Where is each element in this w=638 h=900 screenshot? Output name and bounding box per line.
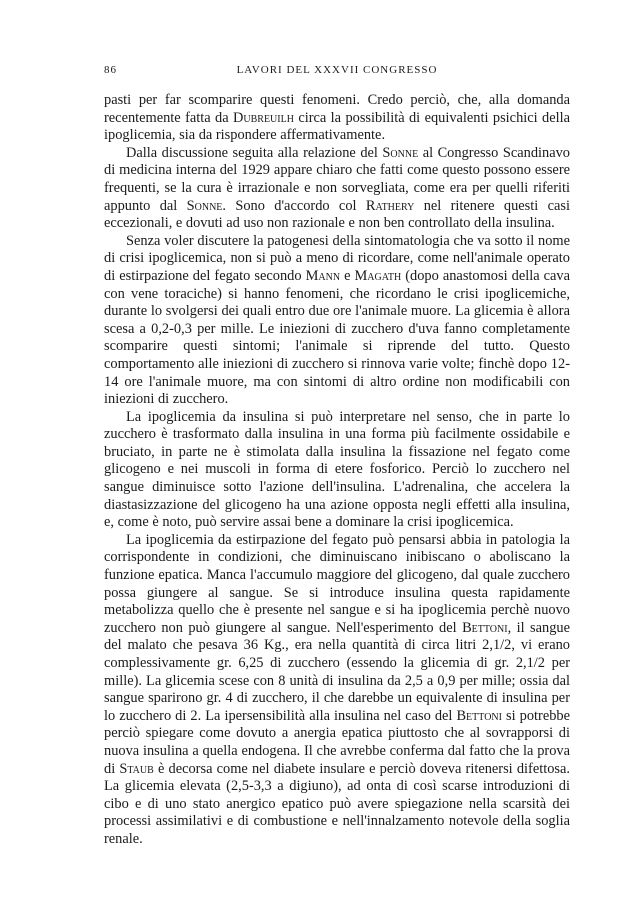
text-run: . Sono d'accordo col	[222, 197, 366, 214]
text-run: La ipoglicemia da estirpazione del fegato può pensarsi abbia in patologia la corrispondente in condizioni, che diminuiscano inibiscano o aboliscano la funzione epatica. Manca l'accumulo maggiore del glicogeno, dal quale zucchero possa giungere al sangue. Se si introduce insulina questa rapidamente metabolizza quello che è presente nel sangue e si ha ipoglicemia perchè nuovo zucchero non può giungere al sangue. Nell'esperimento del	[104, 531, 570, 636]
author-name: Magath	[354, 267, 402, 284]
paragraph	[104, 92, 570, 145]
text-run: Dalla discussione seguita alla relazione del	[126, 144, 383, 161]
paragraph	[104, 409, 570, 532]
text-run: nel ritenere questi casi eccezionali, e dovuti ad uso non razionale e non ben controllato della insulina.	[104, 197, 570, 232]
text-run: si potrebbe perciò spiegare come dovuto a anergia epatica piuttosto che al sovrapporsi di nuova insulina a quella endogena. Il che avrebbe conferma dal fatto che la prova di	[104, 707, 570, 777]
text-run: e	[340, 267, 355, 284]
text-run: Senza voler discutere la patogenesi della sintomatologia che va sotto il nome di crisi ipoglicemica, non si può a meno di ricordare, come nell'animale operato di estirpazione del fegato secondo	[104, 232, 570, 284]
text-run: pasti per far scomparire questi fenomeni. Credo perciò, che, alla domanda recentemente fatta da	[104, 92, 570, 126]
text-run: circa la possibilità di equivalenti psichici della ipoglicemia, sia da rispondere affermativamente.	[104, 109, 570, 144]
page-number: 86	[104, 64, 117, 76]
text-run: , il sangue del malato che pesava 36 Kg., era nella quantità di circa litri 2,1/2, vi erano complessivamente gr. 6,25 di zucchero (essendo la glicemia di gr. 2,1/2 per mille). La glicemia scese con 8 unità di insulina da 2,5 a 0,9 per mille; ossia dal sangue sparirono gr. 4 di zucchero, il che darebbe un equivalente di insulina per lo zucchero di 2. La ipersensibilità alla insulina nel caso del	[104, 619, 570, 724]
paragraph	[104, 532, 570, 849]
author-name: Staub	[119, 760, 154, 777]
paragraph	[104, 233, 570, 409]
author-name: Sonne	[186, 197, 223, 214]
running-title: LAVORI DEL XXXVII CONGRESSO	[236, 64, 438, 76]
author-name: Mann	[305, 267, 341, 284]
text-run: è decorsa come nel diabete insulare e perciò doveva ritenersi difettosa. La glicemia elevata (2,5-3,3 a digiuno), ad onta di così scarse introduzioni di cibo e di uno stato anergico epatico può avere spiegazione nella scarsità dei processi assimilativi e di combustione e nell'innalzamento notevole della soglia renale.	[104, 760, 570, 847]
author-name: Sonne	[382, 144, 419, 161]
author-name: Dubreuilh	[233, 109, 294, 126]
text-run: al Congresso Scandinavo di medicina interna del 1929 appare chiaro che fatti come questo possono essere frequenti, se la cura è irrazionale e non sorvegliata, come era per quelli riferiti appunto dal	[104, 144, 570, 214]
author-name: Rathery	[365, 197, 415, 214]
text-run: La ipoglicemia da insulina si può interpretare nel senso, che in parte lo zucchero è trasformato dalla insulina in una forma più facilmente ossidabile e bruciato, in parte ne è stimolata dalla insulina la fissazione nel fegato come glicogeno e nei muscoli in forma di etere fosforico. Perciò lo zucchero nel sangue diminuisce sotto l'azione dell'insulina. L'adrenalina, che accelera la diastasizzazione del glicogeno ha una azione opposta negli effetti alla insulina, e, come è noto, può servire assai bene a dominare la crisi ipoglicemica.	[104, 408, 570, 531]
body-text	[104, 92, 570, 849]
page-header	[104, 64, 570, 82]
author-name: Bettoni	[462, 619, 508, 636]
author-name: Bettoni	[456, 707, 502, 724]
paragraph	[104, 145, 570, 233]
text-run: (dopo anastomosi della cava con vene toraciche) si hanno fenomeni, che ricordano le crisi ipoglicemiche, durante lo svolgersi dei quali entro due ore l'animale muore. La glicemia è allora scesa a 0,2-0,3 per mille. Le iniezioni di zucchero d'uva fanno completamente scomparire questi sintomi; l'animale si riprende del tutto. Questo comportamento alle iniezioni di zucchero si rinnova varie volte; finchè dopo 12-14 ore l'animale muore, ma con sintomi di altro ordine non modificabili con iniezioni di zucchero.	[104, 267, 570, 408]
